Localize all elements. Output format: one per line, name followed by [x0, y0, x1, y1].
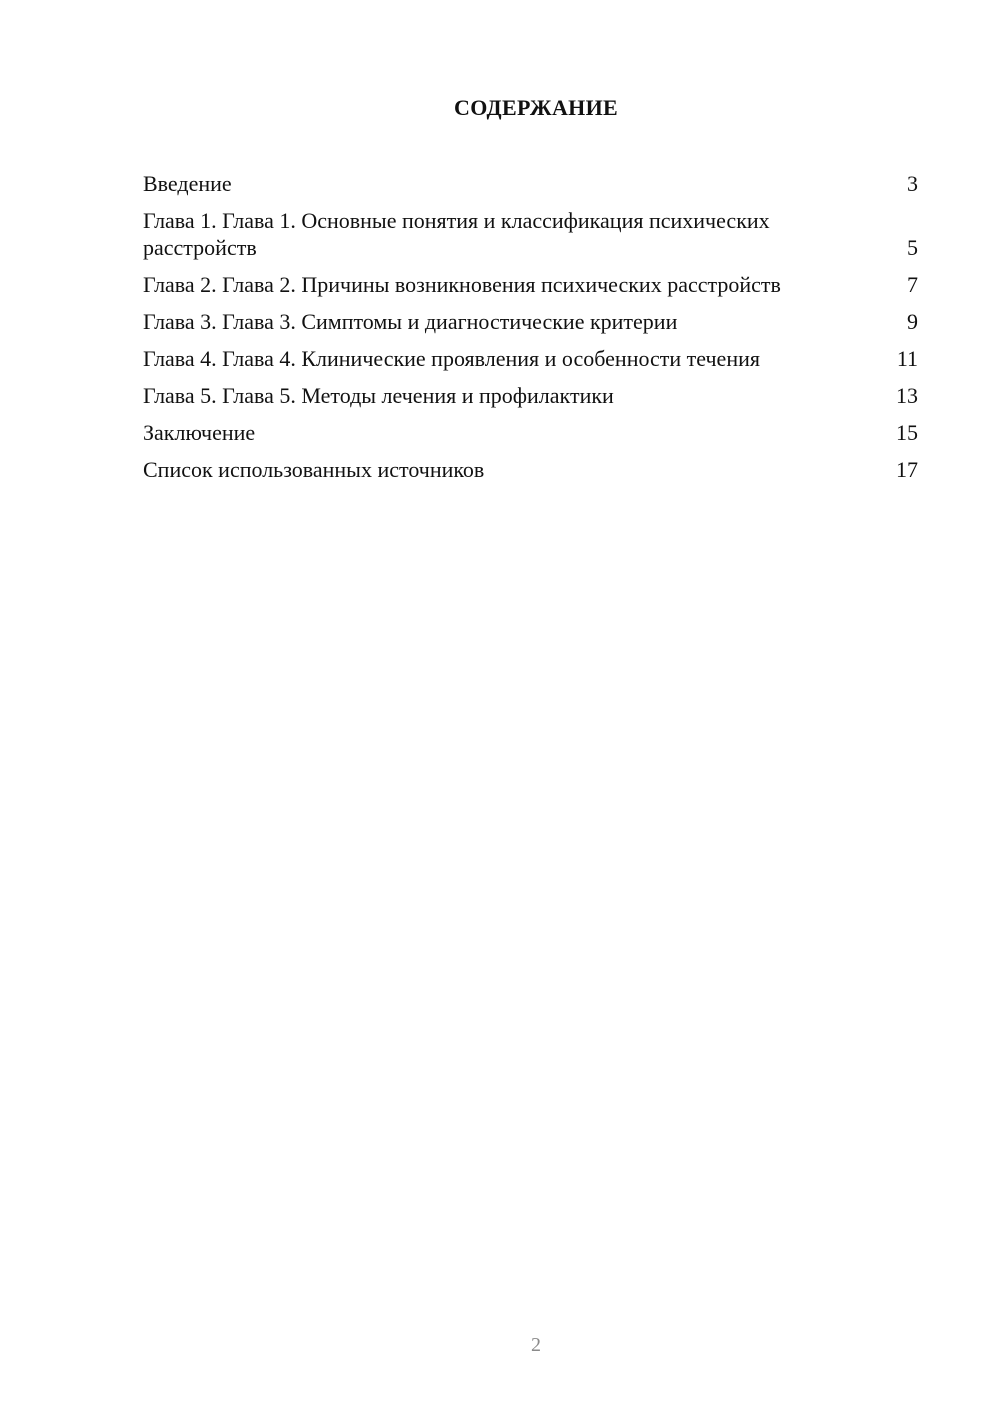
toc-entry-text: Глава 4. Глава 4. Клинические проявления и особенности течения	[143, 346, 760, 371]
toc-entry-page: 3	[907, 171, 918, 196]
toc-entry-chapter-4[interactable]	[143, 345, 918, 372]
toc-entry-text: Глава 2. Глава 2. Причины возникновения психических расстройств	[143, 272, 781, 297]
toc-entry-text: Заключение	[143, 420, 256, 445]
toc-entry-references[interactable]	[143, 456, 918, 483]
toc-entry-text: Список использованных источников	[143, 457, 485, 482]
toc-entry-introduction[interactable]	[143, 170, 918, 197]
toc-entry-page: 7	[907, 272, 918, 297]
toc-entry-page: 11	[896, 346, 918, 371]
toc-entry-chapter-2[interactable]	[143, 271, 918, 298]
toc-entry-page: 17	[896, 457, 918, 482]
toc-entry-page: 5	[907, 235, 918, 260]
toc-entry-text: Глава 5. Глава 5. Методы лечения и профилактики	[143, 383, 614, 408]
toc-entry-text: Глава 3. Глава 3. Симптомы и диагностические критерии	[143, 309, 678, 334]
toc-entry-page: 9	[907, 309, 918, 334]
toc-entry-chapter-3[interactable]	[143, 308, 918, 335]
toc-entry-text: Введение	[143, 171, 232, 196]
toc-entry-chapter-1[interactable]	[143, 207, 918, 261]
toc-entry-text: Глава 1. Глава 1. Основные понятия и классификация психических расстройств	[143, 208, 770, 260]
toc-entry-conclusion[interactable]	[143, 419, 918, 446]
page-number: 2	[531, 1334, 541, 1356]
toc-entry-page: 13	[896, 383, 918, 408]
toc-entry-page: 15	[896, 420, 918, 445]
page-title: СОДЕРЖАНИЕ	[454, 95, 618, 120]
toc-entry-chapter-5[interactable]	[143, 382, 918, 409]
table-of-contents	[143, 170, 918, 493]
